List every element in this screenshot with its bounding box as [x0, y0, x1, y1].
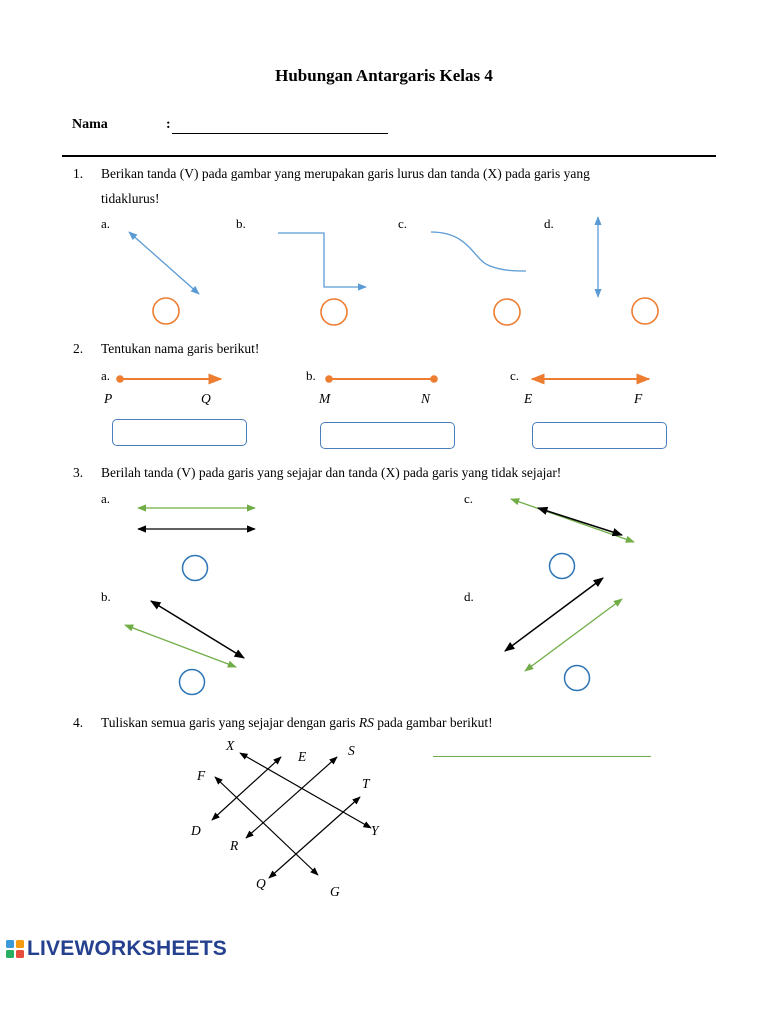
q1-text-line1: Berikan tanda (V) pada gambar yang merupakan garis lurus dan tanda (X) pada garis yang — [101, 166, 590, 181]
q1-option-d-label: d. — [544, 216, 554, 231]
q1-option-c-label: c. — [398, 216, 408, 231]
q3-a-answer-circle — [183, 556, 208, 581]
q4-point-f: F — [197, 768, 206, 783]
liveworksheets-logo-icon — [6, 940, 24, 958]
q2-point-e: E — [524, 391, 533, 406]
q2-option-b-label: b. — [306, 368, 316, 383]
q2-point-m: M — [319, 391, 331, 406]
q2-text: Tentukan nama garis berikut! — [101, 341, 260, 356]
q3-d-black-line — [505, 578, 603, 651]
q4-line-fg — [215, 777, 318, 875]
q3-text: Berilah tanda (V) pada garis yang sejajar dan tanda (X) pada garis yang tidak sejajar! — [101, 465, 562, 480]
name-label: Nama — [72, 117, 108, 132]
q2-b-endpoint-right — [430, 375, 438, 383]
name-colon: : — [166, 117, 171, 132]
q1-b-line — [278, 233, 366, 287]
q4-point-y: Y — [371, 823, 379, 838]
q4-line-de — [212, 757, 281, 820]
q3-b-green-line — [125, 625, 236, 667]
page-title: Hubungan Antargaris Kelas 4 — [275, 66, 493, 85]
q1-c-answer-circle — [494, 299, 520, 325]
q2-point-p: P — [104, 391, 113, 406]
q1-c-curve — [431, 232, 526, 271]
q3-b-answer-circle — [180, 670, 205, 695]
q3-number: 3. — [73, 465, 84, 480]
q4-point-x: X — [226, 738, 235, 753]
q4-line-xy — [240, 753, 371, 828]
q1-a-line — [129, 232, 199, 294]
q2-point-n: N — [421, 391, 431, 406]
q1-option-a-label: a. — [101, 216, 111, 231]
q4-point-g: G — [330, 884, 340, 899]
q3-b-black-line — [151, 601, 244, 658]
q4-number: 4. — [73, 715, 84, 730]
q3-c-black-line — [538, 508, 622, 535]
q3-c-green-line — [511, 499, 634, 542]
q3-option-c-label: c. — [464, 491, 474, 506]
q4-point-q: Q — [256, 876, 266, 891]
q1-text-line2: tidaklurus! — [101, 191, 160, 206]
q1-number: 1. — [73, 166, 84, 181]
q1-option-b-label: b. — [236, 216, 246, 231]
q3-d-answer-circle — [565, 666, 590, 691]
q2-point-f: F — [634, 391, 643, 406]
q2-a-endpoint — [116, 375, 124, 383]
q2-point-q: Q — [201, 391, 211, 406]
q2-option-c-label: c. — [510, 368, 520, 383]
q2-b-endpoint-left — [325, 375, 333, 383]
q3-option-b-label: b. — [101, 589, 111, 604]
q1-d-answer-circle — [632, 298, 658, 324]
q1-b-answer-circle — [321, 299, 347, 325]
q2-option-a-label: a. — [101, 368, 111, 383]
q3-c-answer-circle — [550, 554, 575, 579]
q3-d-green-line — [525, 599, 622, 671]
q4-point-s: S — [348, 743, 355, 758]
q4-point-d: D — [191, 823, 201, 838]
q4-line-rs — [246, 757, 337, 838]
q4-line-qt — [269, 797, 360, 878]
q3-option-a-label: a. — [101, 491, 111, 506]
q4-point-e: E — [298, 749, 307, 764]
q2-number: 2. — [73, 341, 84, 356]
brand-name: LIVEWORKSHEETS — [27, 937, 227, 960]
q4-point-t: T — [362, 776, 370, 791]
q4-text: Tuliskan semua garis yang sejajar dengan garis RS pada gambar berikut! — [101, 715, 493, 730]
q1-a-answer-circle — [153, 298, 179, 324]
q3-option-d-label: d. — [464, 589, 474, 604]
liveworksheets-logo — [6, 937, 227, 961]
q4-point-r: R — [230, 838, 239, 853]
